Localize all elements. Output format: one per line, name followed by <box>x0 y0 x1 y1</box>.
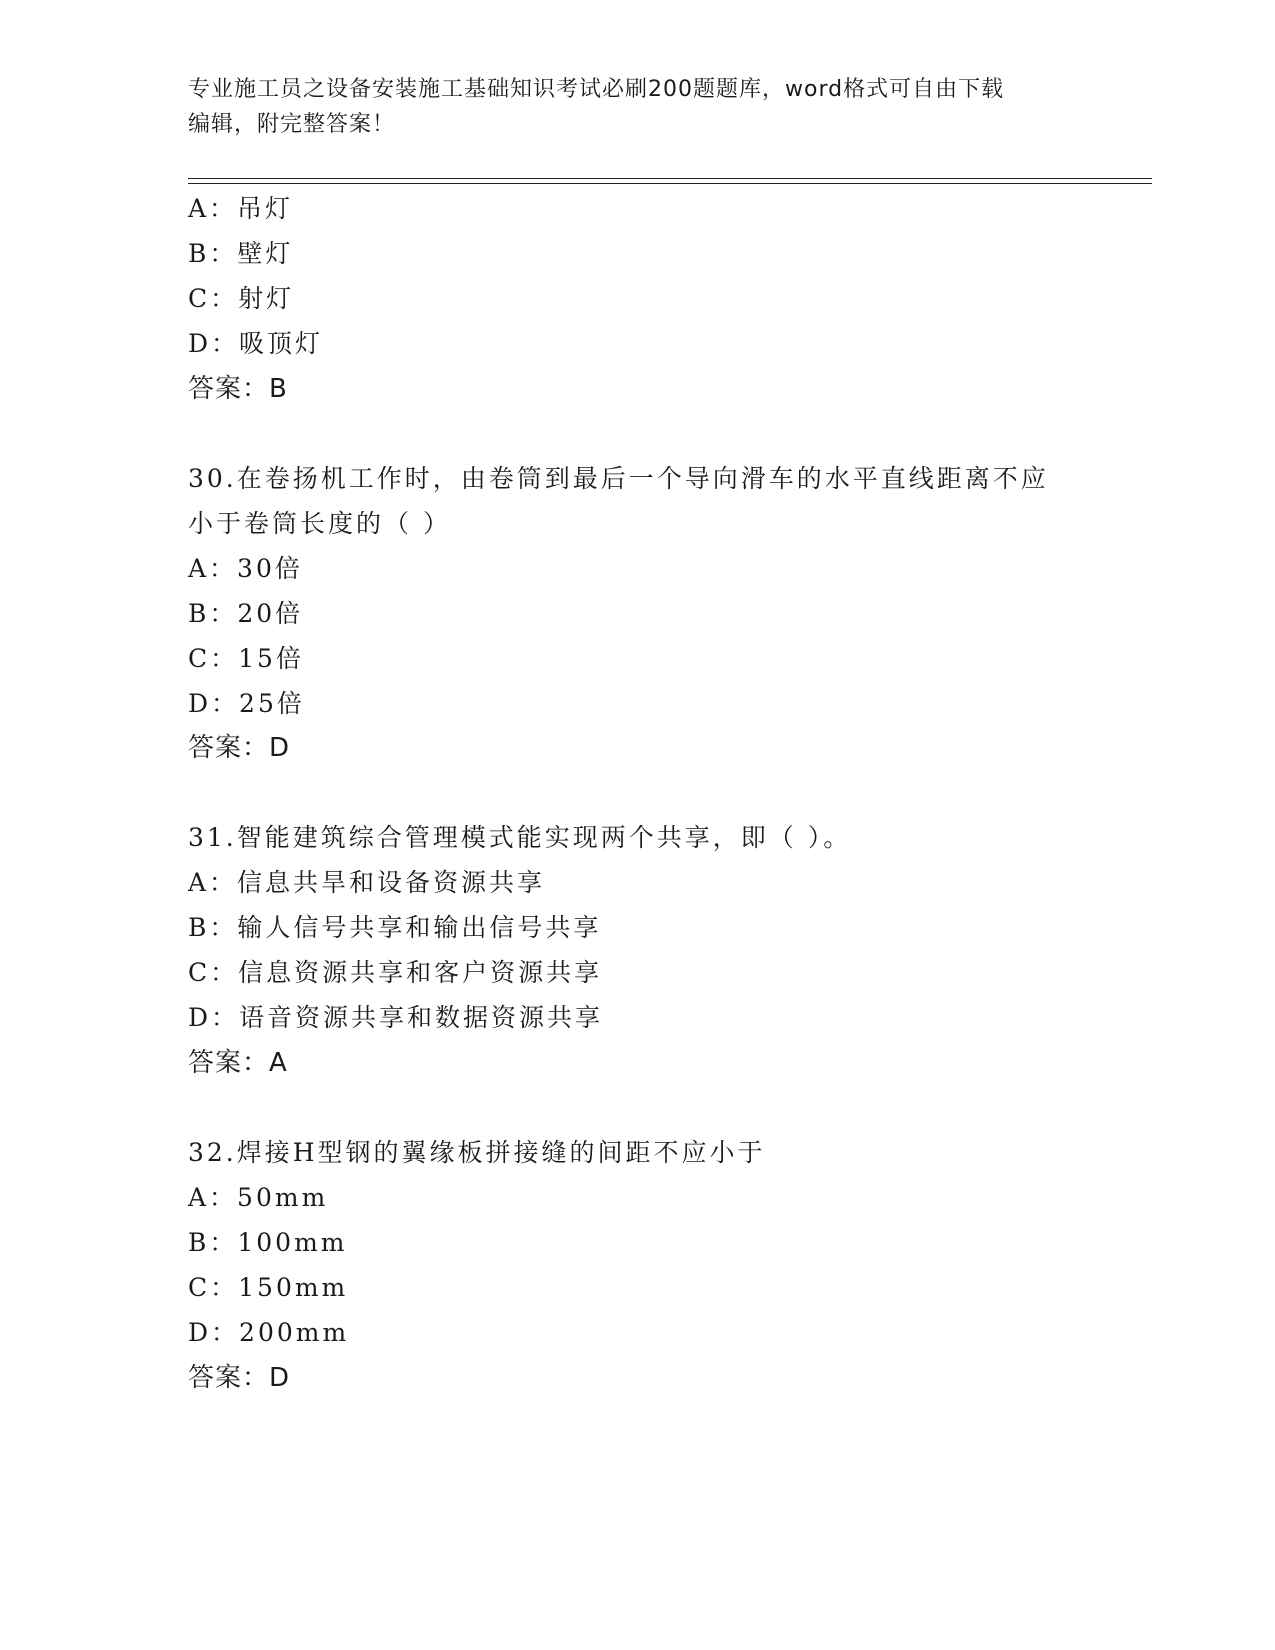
q30-option-b: B：20倍 <box>188 599 304 628</box>
q32-option-a: A：50mm <box>188 1183 329 1212</box>
q31-option-a: A：信息共旱和设备资源共享 <box>188 868 546 897</box>
q31-option-d: D：语音资源共享和数据资源共享 <box>188 1003 604 1032</box>
q32-option-d: D：200mm <box>188 1318 350 1347</box>
q29-option-b: B：壁灯 <box>188 239 294 268</box>
q29-option-c: C：射灯 <box>188 284 295 313</box>
header-line-1: 专业施工员之设备安装施工基础知识考试必刷200题题库，word格式可自由下载 <box>188 77 1005 102</box>
header-divider-bottom <box>188 183 1152 184</box>
q32-option-c: C：150mm <box>188 1273 349 1302</box>
q30-option-c: C：15倍 <box>188 644 304 673</box>
q32-option-b: B：100mm <box>188 1228 348 1257</box>
q29-option-a: A：吊灯 <box>188 194 294 223</box>
header-divider-top <box>188 178 1152 179</box>
q30-option-d: D：25倍 <box>188 689 305 718</box>
q30-answer: 答案：D <box>188 733 291 763</box>
q31-answer: 答案：A <box>188 1048 288 1078</box>
header-line-2: 编辑，附完整答案！ <box>188 112 396 137</box>
q30-option-a: A：30倍 <box>188 554 303 583</box>
q31-option-b: B：输人信号共享和输出信号共享 <box>188 913 602 942</box>
q29-answer: 答案：B <box>188 374 288 404</box>
q32-stem-line-1: 32.焊接H型钢的翼缘板拼接缝的间距不应小于 <box>188 1138 766 1167</box>
q32-answer: 答案：D <box>188 1363 291 1393</box>
document-header <box>188 72 1088 142</box>
q30-stem-line-2: 小于卷筒长度的（ ） <box>188 509 451 538</box>
q31-option-c: C：信息资源共享和客户资源共享 <box>188 958 603 987</box>
q30-stem-line-1: 30.在卷扬机工作时，由卷筒到最后一个导向滑车的水平直线距离不应 <box>188 464 1049 493</box>
q29-option-d: D：吸顶灯 <box>188 329 324 358</box>
q31-stem-line-1: 31.智能建筑综合管理模式能实现两个共享，即（ ）。 <box>188 823 852 852</box>
